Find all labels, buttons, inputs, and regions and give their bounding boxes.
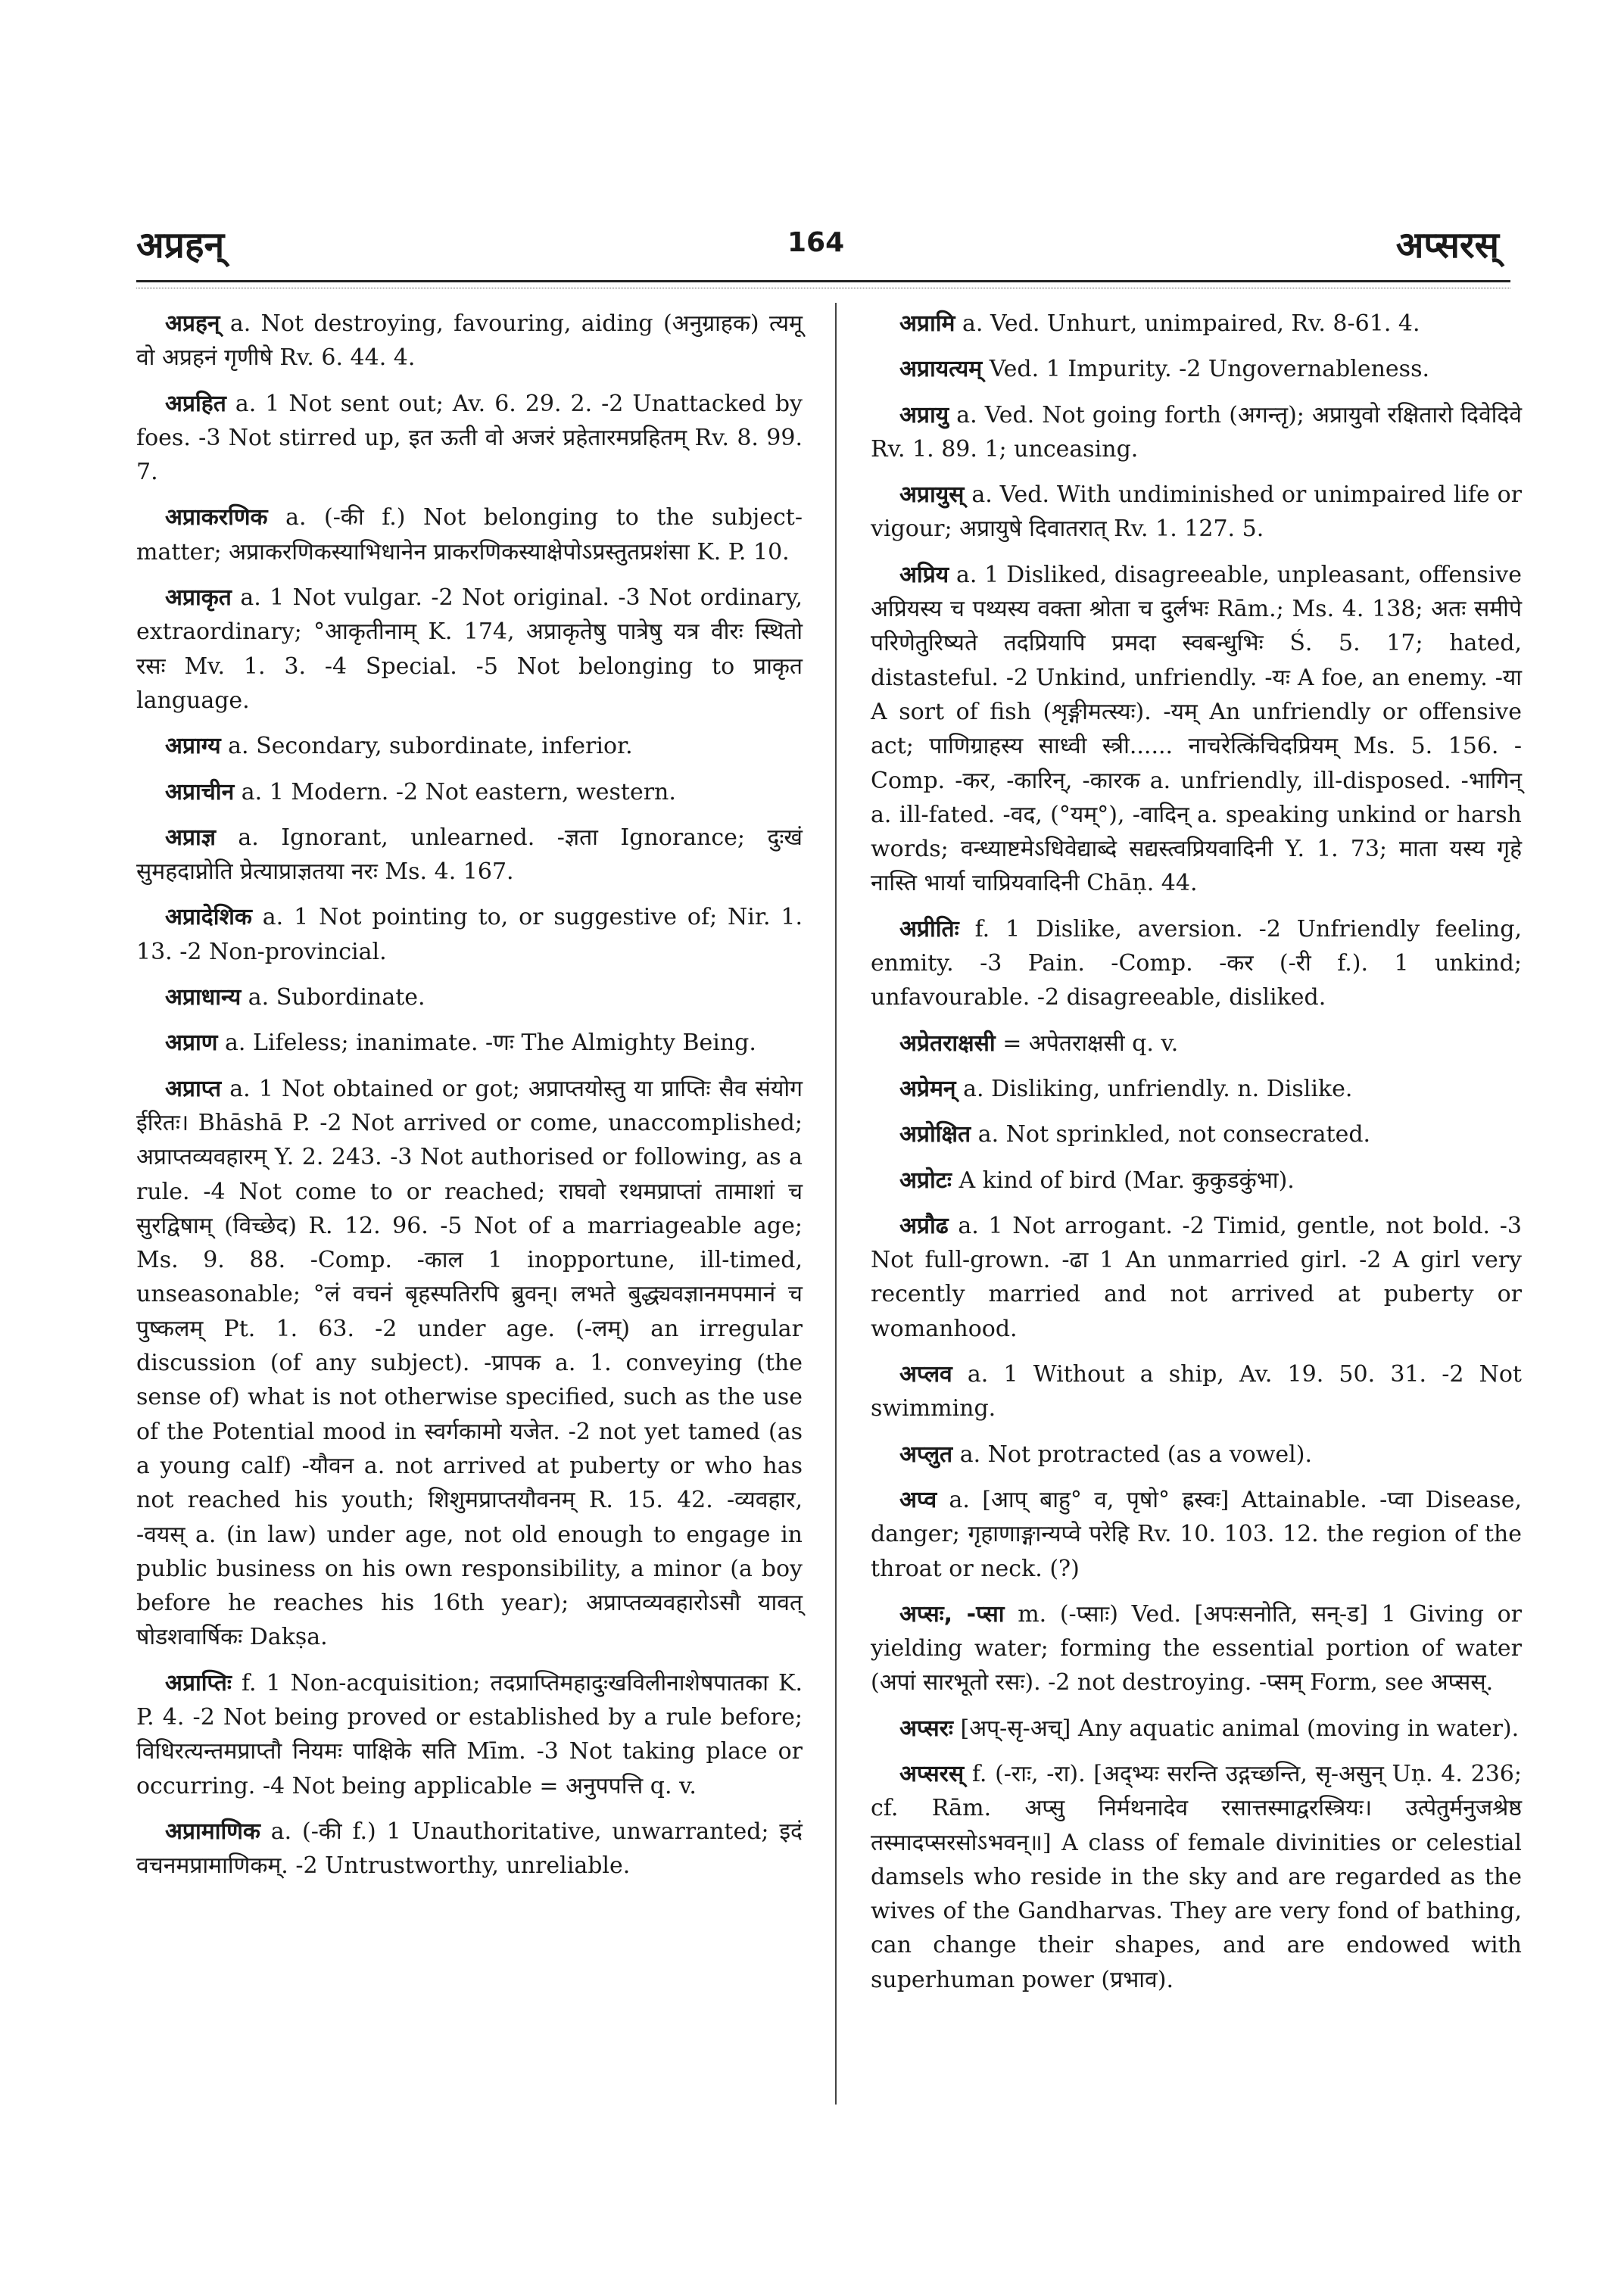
dictionary-entry bbox=[871, 1712, 1522, 1746]
entry-definition: a. Not sprinkled, not consecrated. bbox=[977, 1121, 1371, 1148]
entry-headword: अप्रायत्यम् bbox=[899, 356, 983, 383]
entry-headword: अप्रामि bbox=[899, 310, 955, 337]
entry-headword: अप्सरस् bbox=[899, 1760, 965, 1787]
dictionary-entry bbox=[871, 1027, 1522, 1061]
entry-definition: m. (-प्साः) Ved. [अपःसनोति, सन्-ड] 1 Giving or yielding water; forming the essential portion of water (अपां सारभूतो रसः). -2 not destroying. -प्सम् Form, see अप्सस्. bbox=[871, 1600, 1522, 1696]
left-column bbox=[136, 307, 803, 1894]
entry-headword: अप्राज्ञ bbox=[165, 824, 216, 851]
entry-headword: अप्राप्त bbox=[165, 1075, 222, 1102]
entry-headword: अप्रहन् bbox=[165, 310, 220, 337]
dictionary-entry bbox=[136, 1072, 803, 1655]
entry-headword: अप्रेतराक्षसी bbox=[899, 1030, 996, 1057]
header-guide-word-right: अप्सरस् bbox=[1395, 224, 1499, 266]
entry-definition: Ved. 1 Impurity. -2 Ungovernableness. bbox=[989, 356, 1429, 383]
entry-definition: a. Ved. Not going forth (अगन्तृ); अप्रायुवो रक्षितारो दिवेदिवे Rv. 1. 89. 1; unceasing. bbox=[871, 401, 1523, 463]
right-column bbox=[871, 307, 1522, 2008]
entry-headword: अप्रामाणिक bbox=[165, 1818, 260, 1845]
entry-definition: a. 1 Disliked, disagreeable, unpleasant, offensive अप्रियस्य च पथ्यस्य वक्ता श्रोता च दुर्लभः Rām.; Ms. 4. 138; अतः समीपे परिणेतुरिष्यते तदप्रियापि प्रमदा स्वबन्धुभिः Ś. 5. 17; hated, distasteful. -2 Unkind, unfriendly. -यः A foe, an enemy. -या A sort of fish (शृङ्गीमत्स्यः). -यम् An unfriendly or offensive act; पाणिग्राहस्य साध्वी स्त्री...... नाचरेत्किंचिदप्रियम् Ms. 5. 156. -Comp. -कर, -कारिन्, -कारक a. unfriendly, ill-disposed. -भागिन् a. ill-fated. -वद, (°यम्°), -वादिन् a. speaking unkind or harsh words; वन्ध्याष्टमेऽधिवेद्याब्दे सद्यस्त्वप्रियवादिनी Y. 1. 73; माता यस्य गृहे नास्ति भार्या चाप्रियवादिनी Chāṇ. 44. bbox=[871, 561, 1522, 897]
entry-definition: a. (-की f.) 1 Unauthoritative, unwarranted; इदं वचनमप्रामाणिकम्. -2 Untrustworthy, unreliable. bbox=[136, 1818, 803, 1880]
entry-definition: a. Not destroying, favouring, aiding (अनुग्राहक) त्यमू वो अप्रहनं गृणीषे Rv. 6. 44. 4. bbox=[136, 310, 803, 372]
dictionary-entry bbox=[871, 1164, 1522, 1198]
entry-headword: अप्रिय bbox=[899, 561, 949, 588]
entry-definition: a. 1 Not pointing to, or suggestive of; Nir. 1. 13. -2 Non-provincial. bbox=[136, 904, 803, 965]
entry-headword: अप्रहित bbox=[165, 390, 226, 417]
dictionary-entry bbox=[871, 1597, 1522, 1700]
entry-definition: a. Ved. With undiminished or unimpaired life or vigour; अप्रायुषे दिवातरात् Rv. 1. 127. 5. bbox=[871, 481, 1522, 543]
dictionary-entry bbox=[136, 307, 803, 375]
entry-headword: अप्रौढ bbox=[899, 1212, 949, 1239]
dictionary-entry bbox=[136, 1666, 803, 1803]
entry-definition: f. (-राः, -रा). [अद्भ्यः सरन्ति उद्गच्छन्ति, सृ-असुन् Uṇ. 4. 236; cf. Rām. अप्सु निर्मथनादेव रसात्तस्माद्वरस्त्रियः। उत्पेतुर्मनुजश्रेष्ठ तस्मादप्सरसोऽभवन्॥] A class of female divinities or celestial damsels who reside in the sky and are regarded as the wives of the Gandharvas. They are very fond of bathing, can change their shapes, and are endowed with superhuman power (प्रभाव). bbox=[871, 1760, 1522, 1993]
entry-headword: अप्राग्य bbox=[165, 733, 221, 760]
entry-definition: a. 1 Modern. -2 Not eastern, western. bbox=[241, 778, 676, 805]
entry-definition: a. [आप् बाहु° व, पृषो° ह्रस्वः] Attainable. -प्वा Disease, danger; गृहाणाङ्गान्यप्वे परेहि Rv. 10. 103. 12. the region of the throat or neck. (?) bbox=[871, 1486, 1522, 1582]
dictionary-entry bbox=[136, 1026, 803, 1060]
dictionary-entry bbox=[136, 980, 803, 1014]
dictionary-entry bbox=[871, 1757, 1522, 1997]
entry-definition: A kind of bird (Mar. कुकुडकुंभा). bbox=[959, 1167, 1295, 1194]
entry-headword: अप्राकरणिक bbox=[165, 504, 268, 531]
entry-definition: a. Secondary, subordinate, inferior. bbox=[228, 733, 633, 760]
dictionary-entry bbox=[136, 821, 803, 889]
dictionary-entry bbox=[871, 1072, 1522, 1106]
entry-headword: अप्लव bbox=[899, 1361, 952, 1388]
header-rule bbox=[136, 280, 1510, 282]
entry-definition: [अप्-सृ-अच्] Any aquatic animal (moving in water). bbox=[960, 1715, 1520, 1742]
dictionary-entry bbox=[871, 912, 1522, 1015]
entry-definition: a. (-की f.) Not belonging to the subject-matter; अप्राकरणिकस्याभिधानेन प्राकरणिकस्याक्षेपोऽप्रस्तुतप्रशंसा K. P. 10. bbox=[136, 504, 803, 565]
entry-definition: a. 1 Not arrogant. -2 Timid, gentle, not bold. -3 Not full-grown. -ढा 1 An unmarried girl. -2 A girl very recently married and not arrived at puberty or womanhood. bbox=[871, 1212, 1522, 1342]
dictionary-entry bbox=[136, 775, 803, 809]
entry-headword: अप्राचीन bbox=[165, 778, 235, 805]
dictionary-entry bbox=[136, 729, 803, 763]
dictionary-entry bbox=[136, 900, 803, 969]
entry-definition: a. Ved. Unhurt, unimpaired, Rv. 8-61. 4. bbox=[962, 310, 1420, 337]
entry-headword: अप्रेमन् bbox=[899, 1075, 956, 1102]
entry-headword: अप्सः, -प्सा bbox=[899, 1600, 1005, 1628]
entry-headword: अप्सरः bbox=[899, 1715, 953, 1742]
header-guide-word-left: अप्रहन् bbox=[136, 224, 225, 266]
dictionary-entry bbox=[871, 1438, 1522, 1472]
dictionary-entry bbox=[871, 478, 1522, 547]
dictionary-entry bbox=[871, 352, 1522, 386]
entry-headword: अप्रायु bbox=[899, 401, 949, 428]
entry-definition: a. Subordinate. bbox=[248, 984, 425, 1011]
entry-definition: a. 1 Not vulgar. -2 Not original. -3 Not ordinary, extraordinary; °आकृतीनाम् K. 174, अप्राकृतेषु पात्रेषु यत्र वीरः स्थितो रसः Mv. 1. 3. -4 Special. -5 Not belonging to प्राकृत language. bbox=[136, 584, 803, 714]
entry-headword: अप्रीतिः bbox=[899, 915, 959, 942]
entry-headword: अप्व bbox=[899, 1486, 937, 1513]
entry-definition: a. 1 Without a ship, Av. 19. 50. 31. -2 Not swimming. bbox=[871, 1361, 1522, 1422]
dictionary-entry bbox=[871, 1117, 1522, 1151]
dictionary-entry bbox=[871, 1483, 1522, 1586]
entry-definition: f. 1 Dislike, aversion. -2 Unfriendly feeling, enmity. -3 Pain. -Comp. -कर (-री f.). 1 unkind; unfavourable. -2 disagreeable, disliked. bbox=[871, 915, 1522, 1011]
entry-headword: अप्राप्तिः bbox=[165, 1669, 232, 1696]
entry-headword: अप्रोटः bbox=[899, 1167, 952, 1194]
dictionary-entry bbox=[136, 387, 803, 490]
column-divider bbox=[835, 303, 837, 2105]
entry-definition: = अपेतराक्षसी q. v. bbox=[1002, 1030, 1179, 1057]
entry-headword: अप्राधान्य bbox=[165, 984, 242, 1011]
entry-headword: अप्रायुस् bbox=[899, 481, 965, 509]
entry-definition: a. Not protracted (as a vowel). bbox=[959, 1441, 1313, 1468]
dictionary-entry bbox=[136, 1815, 803, 1883]
dictionary-entry bbox=[136, 581, 803, 718]
dictionary-entry bbox=[871, 307, 1522, 341]
entry-definition: a. Disliking, unfriendly. n. Dislike. bbox=[963, 1075, 1353, 1102]
dictionary-entry bbox=[871, 558, 1522, 901]
dictionary-entry bbox=[871, 398, 1522, 467]
dictionary-entry bbox=[136, 500, 803, 569]
dictionary-entry bbox=[871, 1209, 1522, 1346]
entry-headword: अप्राकृत bbox=[165, 584, 232, 612]
entry-headword: अप्लुत bbox=[899, 1441, 953, 1468]
entry-definition: a. 1 Not obtained or got; अप्राप्तयोस्तु या प्राप्तिः सैव संयोग ईरितः। Bhāshā P. -2 Not arrived or come, unaccomplished; अप्राप्तव्यवहारम् Y. 2. 243. -3 Not authorised or following, as a rule. -4 Not come to or reached; राघवो रथमप्राप्तां तामाशां च सुरद्विषाम् (विच्छेद) R. 12. 96. -5 Not of a marriageable age; Ms. 9. 88. -Comp. -काल 1 inopportune, ill-timed, unseasonable; °लं वचनं बृहस्पतिरपि ब्रुवन्। लभते बुद्ध्यवज्ञानमपमानं च पुष्कलम् Pt. 1. 63. -2 under age. (-लम्) an irregular discussion (of any subject). -प्रापक a. 1. conveying (the sense of) what is not otherwise specified, such as the use of the Potential mood in स्वर्गकामो यजेत. -2 not yet tamed (as a young calf) -यौवन a. not arrived at puberty or who has not reached his youth; शिशुमप्राप्तयौवनम् R. 15. 42. -व्यवहार, -वयस् a. (in law) under age, not old enough to engage in public business on his own responsibility, a minor (a boy before he reaches his 16th year); अप्राप्तव्यवहारोऽसौ यावत् षोडशवार्षिकः Dakṣa. bbox=[136, 1075, 803, 1651]
page-number: 164 bbox=[787, 227, 845, 258]
entry-headword: अप्रोक्षित bbox=[899, 1121, 971, 1148]
entry-definition: f. 1 Non-acquisition; तदप्राप्तिमहादुःखविलीनाशेषपातका K. P. 4. -2 Not being proved or established by a rule before; विधिरत्यन्तमप्राप्तौ नियमः पाक्षिके सति Mīm. -3 Not taking place or occurring. -4 Not being applicable = अनुपपत्ति q. v. bbox=[136, 1669, 803, 1799]
dictionary-entry bbox=[871, 1357, 1522, 1426]
entry-definition: a. 1 Not sent out; Av. 6. 29. 2. -2 Unattacked by foes. -3 Not stirred up, इत ऊती वो अजरं प्रहेतारमप्रहितम् Rv. 8. 99. 7. bbox=[136, 390, 803, 486]
entry-headword: अप्रादेशिक bbox=[165, 904, 252, 931]
entry-definition: a. Lifeless; inanimate. -णः The Almighty Being. bbox=[225, 1030, 756, 1057]
entry-definition: a. Ignorant, unlearned. -ज्ञता Ignorance; दुःखं सुमहदाप्नोति प्रेत्याप्राज्ञतया नरः Ms. 4. 167. bbox=[136, 824, 803, 886]
entry-headword: अप्राण bbox=[165, 1030, 218, 1057]
